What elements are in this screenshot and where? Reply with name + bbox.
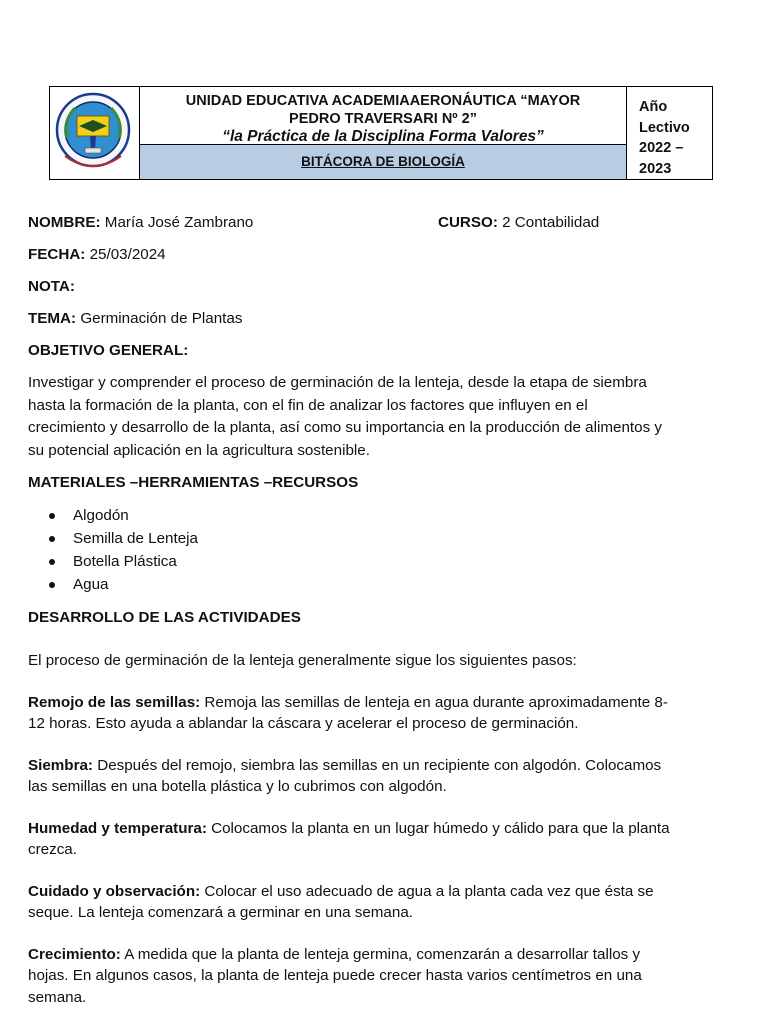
step-text: 12 horas. Esto ayuda a ablandar la cáscara y acelerar el proceso de germinación. [28,715,579,732]
date-label: FECHA: [28,246,86,263]
step-text: Colocar el uso adecuado de agua a la planta cada vez que ésta se [200,882,654,900]
subject-title: BITÁCORA DE BIOLOGÍA [140,145,626,179]
title-cell [140,87,627,179]
student-name [28,214,253,231]
grade-row [28,276,734,298]
school-motto: “la Práctica de la Disciplina Forma Valores” [222,128,544,145]
list-item: Botella Plástica [46,550,734,573]
school-year [627,87,712,179]
name-value: María José Zambrano [104,214,254,231]
step-title: Humedad y temperatura: [28,819,207,837]
step-text: Después del remojo, siembra las semillas en un recipiente con algodón. Colocamos [93,756,662,774]
student-course [438,212,599,234]
step-title: Siembra: [28,756,93,774]
school-year-line: Lectivo [639,119,690,136]
objective-line: hasta la formación de la planta, con el fin de analizar los factores que influyen en el [28,396,588,414]
course-label: CURSO: [438,214,498,231]
list-item: Algodón [46,504,734,527]
school-year-line: Año [639,99,668,115]
step-item [28,692,734,735]
course-value: 2 Contabilidad [502,214,600,231]
logo-cell [50,87,140,179]
step-item [28,944,734,1009]
objective-line: Investigar y comprender el proceso de germinación de la lenteja, desde la etapa de siembra [28,374,647,391]
school-heading [140,87,626,145]
objective-heading: OBJETIVO GENERAL: [28,342,189,359]
topic-value: Germinación de Plantas [80,310,243,327]
step-item [28,818,734,861]
step-title: Remojo de las semillas: [28,693,201,711]
step-text: seque. La lenteja comenzará a germinar en una semana. [28,904,413,921]
step-text: A medida que la planta de lenteja germina, comenzarán a desarrollar tallos y [120,945,641,963]
school-year-line: 2022 – [639,140,684,156]
step-text: semana. [28,988,87,1006]
topic-label: TEMA: [28,310,77,327]
objective-paragraph [28,372,734,462]
step-title: Cuidado y observación: [28,882,201,900]
materials-list [28,504,734,596]
step-item [28,881,734,924]
step-title: Crecimiento: [28,945,121,963]
school-name [140,87,626,128]
name-course-row [28,212,734,234]
school-name-line2: PEDRO TRAVERSARI Nº 2” [289,111,477,127]
school-year-line: 2023 [639,160,672,177]
document-header [49,86,713,180]
step-text: las semillas en una botella plástica y lo cubrimos con algodón. [28,778,447,795]
grade-label: NOTA: [28,278,75,295]
list-item: Semilla de Lenteja [46,527,734,550]
step-text: Remoja las semillas de lenteja en agua durante aproximadamente 8- [200,693,668,711]
date-value: 25/03/2024 [89,246,166,263]
development-heading: DESARROLLO DE LAS ACTIVIDADES [28,609,301,626]
topic-row [28,308,734,330]
document-body [28,212,734,1028]
step-item [28,755,734,798]
materials-heading: MATERIALES –HERRAMIENTAS –RECURSOS [28,474,359,491]
name-label: NOMBRE: [28,214,101,231]
date-row [28,244,734,266]
school-name-line1: UNIDAD EDUCATIVA ACADEMIAAERONÁUTICA “MAYOR [185,93,581,109]
step-text: Colocamos la planta en un lugar húmedo y cálido para que la planta [206,819,670,837]
step-text: hojas. En algunos casos, la planta de lenteja puede crecer hasta varios centímetros en una [28,967,642,984]
list-item: Agua [46,573,734,596]
objective-line: su potencial aplicación en la agricultura sostenible. [28,441,370,459]
objective-line: crecimiento y desarrollo de la planta, así como su importancia en la producción de alimentos y [28,419,662,436]
school-emblem-icon [53,90,133,174]
step-text: crezca. [28,841,77,858]
development-intro: El proceso de germinación de la lenteja generalmente sigue los siguientes pasos: [28,652,577,669]
